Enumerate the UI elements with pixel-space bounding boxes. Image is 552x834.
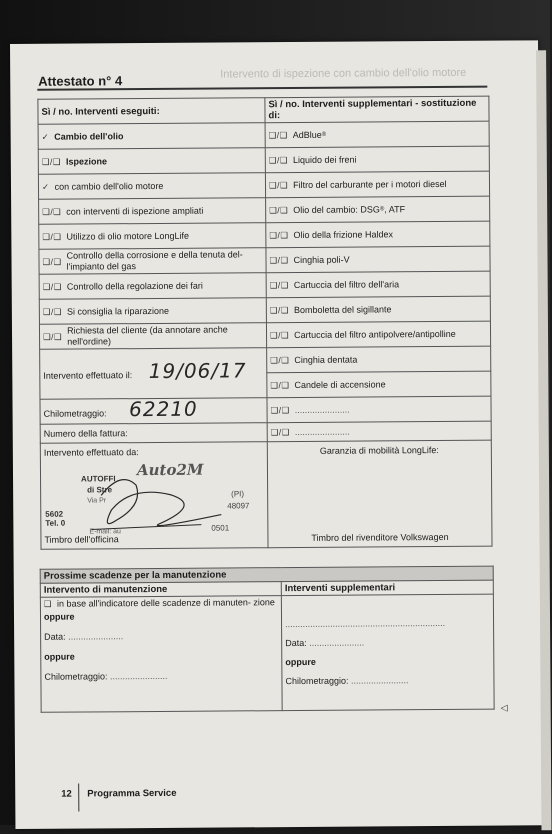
service-row — [38, 171, 489, 199]
page-number: 12 — [61, 788, 72, 800]
service-left-cell — [39, 298, 266, 325]
performed-by-label: Intervento effettuato da: — [43, 447, 139, 458]
workshop-stamp — [45, 460, 271, 537]
service-left-label: con cambio dell'olio motore — [54, 180, 164, 192]
footer-divider — [78, 784, 79, 812]
stamp-num1: 48097 — [227, 501, 250, 511]
service-right-label: Bomboletta del sigillante — [293, 303, 392, 315]
stamp-num2: 0501 — [211, 523, 230, 533]
service-left-label: Utilizzo di olio motore LongLife — [66, 230, 190, 242]
guarantee-label: Garanzia di mobilità LongLife: — [319, 445, 439, 456]
workshop-stamp-cell — [40, 442, 268, 550]
service-left-cell — [38, 123, 265, 150]
service-row — [39, 196, 490, 224]
checkbox[interactable]: ❑/❑ — [43, 331, 63, 342]
service-right-cell — [266, 321, 490, 348]
checkbox[interactable]: ❑ — [43, 598, 53, 609]
checkbox[interactable]: ❑/❑ — [42, 281, 62, 292]
checkbox[interactable]: ❑/❑ — [41, 156, 61, 167]
service-right-cell — [265, 171, 489, 198]
km-label: Chilometraggio: — [43, 407, 107, 419]
service-right-label: Olio del cambio: DSG — [293, 203, 380, 215]
date-label: Data: — [285, 637, 307, 649]
service-right-cell — [266, 271, 490, 298]
extra-right-label: Cinghia dentata — [294, 354, 358, 365]
service-right-cell — [265, 121, 489, 148]
maintenance-left-body — [40, 596, 282, 713]
checkbox[interactable]: ❑/❑ — [269, 279, 289, 290]
km-dots: ....................... — [350, 675, 409, 686]
workshop-stamp-label: Timbro dell'officina — [44, 534, 119, 545]
maintenance-right-body — [281, 594, 494, 710]
checkbox[interactable]: ❑/❑ — [269, 229, 289, 240]
km-label: Chilometraggio: — [285, 675, 349, 687]
checkbox[interactable]: ❑/❑ — [270, 329, 290, 340]
date-label: Intervento effettuato il: — [43, 370, 133, 381]
maintenance-right-head: Interventi supplementari — [281, 580, 493, 595]
checkbox[interactable]: ❑/❑ — [270, 404, 290, 415]
service-left-cell — [39, 248, 266, 275]
km-label: Chilometraggio: — [44, 671, 108, 682]
dealer-stamp-label: Timbro del rivenditore Volkswagen — [311, 531, 449, 543]
extra-right-dots: ...................... — [294, 426, 350, 437]
service-right-label: Liquido dei freni — [292, 154, 357, 165]
checkbox[interactable]: ❑/❑ — [269, 304, 290, 315]
extra-right-1 — [267, 346, 491, 373]
maintenance-item: in base all'indicatore delle scadenze di manuten- zione — [56, 597, 275, 609]
checkbox[interactable]: ❑/❑ — [268, 154, 288, 165]
checkbox[interactable]: ❑/❑ — [270, 426, 290, 437]
checkbox[interactable]: ❑/❑ — [42, 306, 63, 317]
service-row — [39, 296, 490, 324]
service-left-cell — [39, 223, 266, 250]
service-row — [39, 221, 490, 249]
registered-mark: ® — [321, 131, 327, 138]
service-row — [39, 321, 490, 349]
service-row — [39, 246, 490, 274]
service-right-cell — [265, 146, 489, 173]
checkbox[interactable]: ❑/❑ — [42, 231, 62, 242]
service-right-cell — [266, 246, 490, 273]
extra-right-2 — [267, 371, 491, 398]
date-dots: ...................... — [68, 631, 124, 642]
extra-right-4 — [267, 421, 491, 442]
checkbox[interactable]: ❑/❑ — [269, 204, 289, 215]
page-title: Attestato n° 4 — [38, 73, 123, 89]
service-left-cell — [39, 273, 266, 300]
checkbox[interactable]: ❑/❑ — [270, 379, 290, 390]
or-label-1: oppure — [43, 611, 75, 622]
or-label-2: oppure — [44, 651, 75, 662]
dealer-stamp-cell — [267, 440, 492, 548]
registered-mark: ® — [379, 205, 385, 212]
maintenance-title: Prossime scadenze per la manutenzione — [40, 566, 493, 583]
service-left-label: Si consiglia la riparazione — [66, 305, 170, 317]
service-right-label: Filtro del carburante per i motori diesel — [293, 178, 447, 190]
invoice-cell: Numero della fattura: — [40, 423, 267, 444]
triangle-marker-icon: ◁ — [500, 702, 508, 713]
bleed-through-text: Intervento di ispezione con cambio dell'olio motore — [220, 66, 467, 81]
checkbox[interactable]: ✓ — [41, 181, 50, 192]
service-right-label: Cartuccia del filtro antipolvere/antipolline — [294, 328, 456, 340]
right-dotted-line: ................................................................ — [285, 617, 446, 630]
checkbox[interactable]: ❑/❑ — [268, 179, 289, 190]
service-left-label: con interventi di ispezione ampliati — [66, 205, 204, 217]
signature-scribble — [101, 479, 221, 526]
km-value: 62210 — [129, 396, 198, 421]
stamp-tel: Tel. 0 — [45, 518, 66, 528]
service-right-label: Olio della frizione Haldex — [293, 228, 394, 240]
service-row — [38, 146, 489, 174]
date-label: Data: — [44, 631, 66, 642]
service-rows — [38, 121, 491, 349]
service-row — [38, 121, 489, 149]
service-right-label: AdBlue — [292, 129, 322, 140]
service-left-cell — [39, 323, 266, 350]
or-label-3: oppure — [285, 656, 316, 668]
service-right-cell — [266, 196, 490, 223]
extra-right-dots: ...................... — [294, 404, 350, 415]
signature-underline — [91, 525, 201, 530]
date-cell — [40, 348, 267, 400]
km-cell — [40, 398, 267, 425]
left-header: Sì / no. Interventi eseguiti: — [38, 98, 265, 125]
service-left-label: Richiesta del cliente (da annotare anche nell'ordine) — [67, 324, 228, 347]
extra-right-label: Candele di accensione — [294, 378, 386, 390]
service-left-label: Ispezione — [65, 155, 107, 167]
stamp-logo: Auto2M — [136, 460, 204, 480]
service-left-label: Cambio dell'olio — [54, 130, 124, 142]
maintenance-left-head: Intervento di manutenzione — [40, 582, 281, 598]
checkbox[interactable]: ❑/❑ — [269, 254, 289, 265]
service-left-cell — [38, 173, 265, 200]
stamp-line2: di Stre — [87, 485, 113, 495]
right-header: Sì / no. Interventi supplementari - sostituzione di: — [265, 96, 489, 123]
maintenance-table — [40, 566, 495, 713]
checkbox[interactable]: ❑/❑ — [268, 129, 288, 140]
checkbox[interactable]: ❑/❑ — [42, 256, 62, 267]
service-left-cell — [38, 148, 265, 175]
service-table — [37, 96, 492, 550]
stamp-line1: AUTOFFI — [81, 474, 116, 484]
service-left-cell — [39, 198, 266, 225]
footer-title: Programma Service — [87, 787, 177, 800]
stamp-vat: (PI) — [231, 489, 245, 499]
service-right-label: Cartuccia del filtro dell'aria — [293, 278, 400, 290]
service-right-tail: , ATF — [384, 203, 406, 214]
date-dots: ...................... — [309, 637, 365, 648]
service-right-cell — [266, 296, 490, 323]
checkbox[interactable]: ❑/❑ — [270, 354, 290, 365]
service-row — [39, 271, 490, 299]
extra-right-3 — [267, 396, 491, 423]
document-page — [10, 40, 543, 829]
km-dots: ....................... — [109, 670, 168, 682]
service-left-label: Controllo della corrosione e della tenuta del- l'impianto del gas — [66, 249, 243, 272]
stamp-postal: 5602 — [45, 509, 64, 519]
service-right-label: Cinghia poli-V — [293, 254, 350, 265]
checkbox[interactable]: ✓ — [41, 131, 50, 142]
stamp-email: E-mail: au — [89, 528, 121, 536]
checkbox[interactable]: ❑/❑ — [42, 206, 62, 217]
date-value: 19/06/17 — [148, 358, 247, 384]
stamp-line3: Via Pr — [87, 497, 107, 505]
service-left-label: Controllo della regolazione dei fari — [66, 280, 203, 292]
service-right-cell — [266, 221, 490, 248]
